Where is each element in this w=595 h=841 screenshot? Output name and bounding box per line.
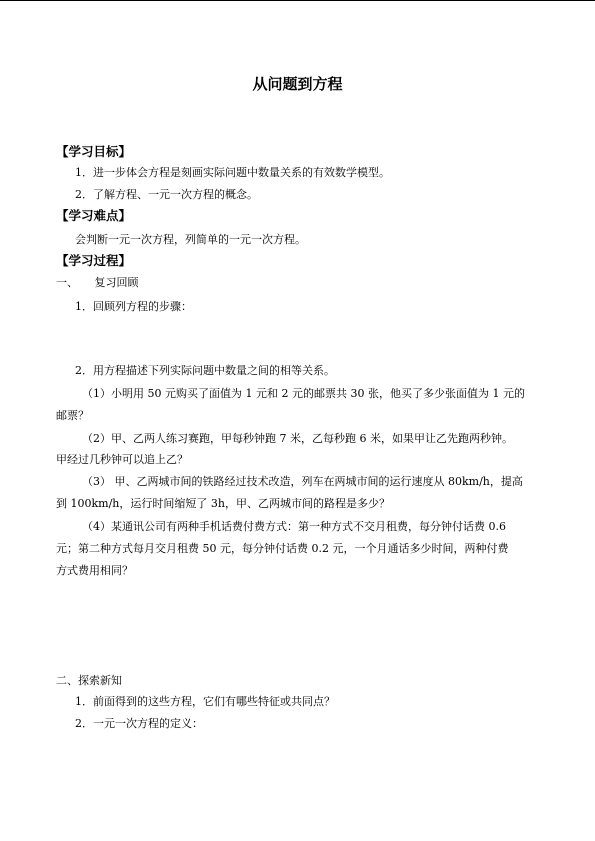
part2-label: 二、探索新知 [56,674,122,687]
problem-1-line-1: （1）小明用 50 元购买了面值为 1 元和 2 元的邮票共 30 张，他买了多少张面值为 1 元的 [82,387,525,400]
part1-question-1: 1．回顾列方程的步骤： [75,300,192,313]
part2-question-1: 1．前面得到的这些方程，它们有哪些特征或共同点？ [75,695,335,708]
section-heading-process: 【学习过程】 [56,253,132,268]
section-heading-goals: 【学习目标】 [56,144,132,159]
problem-2-line-2: 甲经过几秒钟可以追上乙？ [56,453,188,466]
problem-4-line-2: 元；第二种方式每月交月租费 50 元，每分钟付话费 0.2 元，一个月通话多少时间，两种付费 [56,542,509,555]
part2-question-2: 2．一元一次方程的定义： [75,717,203,730]
problem-3-line-2: 到 100km/h，运行时间缩短了 3h，甲、乙两城市间的路程是多少？ [56,497,390,510]
section-heading-difficulty: 【学习难点】 [56,208,132,223]
part1-label: 一、 复习回顾 [56,276,139,289]
problem-4-line-1: （4）某通讯公司有两种手机话费付费方式：第一种方式不交月租费，每分钟付话费 0.6 [82,520,506,533]
page-title: 从问题到方程 [252,75,343,93]
page-top-border [0,0,595,1]
difficulty-text: 会判断一元一次方程，列简单的一元一次方程。 [75,233,306,246]
problem-4-line-3: 方式费用相同？ [56,564,133,577]
part1-question-2: 2．用方程描述下列实际问题中数量之间的相等关系。 [75,364,335,377]
goal-item-1: 1．进一步体会方程是刻画实际问题中数量关系的有效数学模型。 [75,166,390,179]
goal-item-2: 2．了解方程、一元一次方程的概念。 [75,188,258,201]
problem-3-line-1: （3） 甲、乙两城市间的铁路经过技术改造，列车在两城市间的运行速度从 80km/h，提高 [82,475,523,488]
problem-1-line-2: 邮票？ [56,409,89,422]
problem-2-line-1: （2）甲、乙两人练习赛跑，甲每秒钟跑 7 米，乙每秒跑 6 米，如果甲让乙先跑两秒钟。 [82,432,513,445]
